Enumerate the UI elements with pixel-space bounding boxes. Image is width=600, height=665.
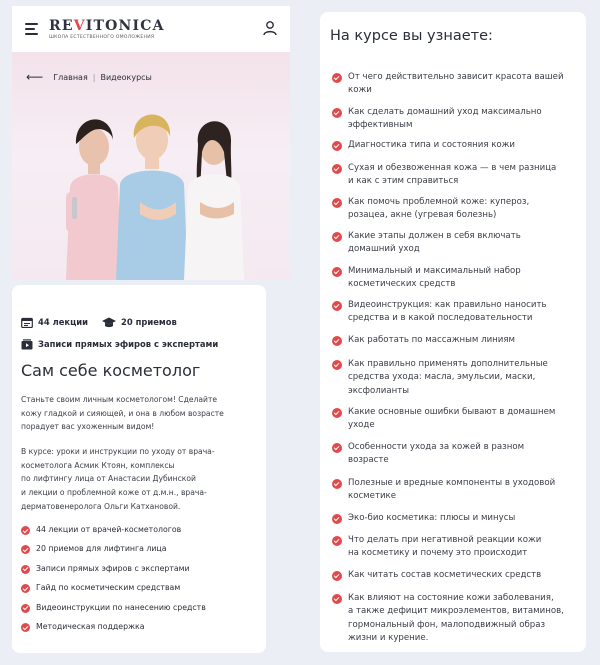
back-arrow-icon[interactable]: ⟵ bbox=[26, 70, 44, 84]
list-item bbox=[332, 358, 548, 398]
list-item: Методическая поддержка bbox=[21, 622, 206, 641]
user-icon[interactable] bbox=[262, 20, 278, 36]
list-item bbox=[332, 139, 515, 152]
list-item bbox=[332, 196, 529, 223]
video-icon bbox=[21, 339, 33, 350]
learn-item-text: Как работать по массажным линиям bbox=[348, 335, 516, 345]
check-icon bbox=[332, 571, 342, 581]
learn-item-text: Как сделать домашний уход максимально эффективным bbox=[348, 107, 542, 131]
course-intro: Станьте своим личным косметологом! Сделайте кожу гладкой и сияющей, и она в любом возрасте порадует вас ухоженным видом! bbox=[21, 395, 224, 432]
learn-item-text: Эко-био косметика: плюсы и минусы bbox=[348, 513, 516, 523]
list-item bbox=[332, 477, 555, 504]
list-item bbox=[332, 334, 515, 347]
course-details: В курсе: уроки и инструкции по уходу от врача- косметолога Асмик Ктоян, комплексы по лифтингу лица от Анастасии Дубинской и лекции о проблемной коже от д.м.н., врача- дерматовенеролога Ольги Катхановой. bbox=[21, 447, 215, 511]
learn-item-text: Какие основные ошибки бывают в домашнем уходе bbox=[348, 407, 556, 431]
calendar-icon bbox=[21, 317, 33, 328]
learn-item-text: Как помочь проблемной коже: купероз, розацеа, акне (угревая болезнь) bbox=[348, 197, 530, 221]
learn-item-text: Что делать при негативной реакции кожи на косметику и почему это происходит bbox=[348, 535, 542, 559]
top-bar bbox=[12, 6, 290, 52]
lectures-count: 44 лекции bbox=[38, 317, 89, 327]
learn-item-text: Минимальный и максимальный набор косметических средств bbox=[348, 266, 521, 290]
learn-title: На курсе вы узнаете: bbox=[330, 28, 493, 44]
course-stats bbox=[21, 315, 218, 359]
learn-item-text: Как читать состав косметических средств bbox=[348, 570, 542, 580]
learn-panel bbox=[320, 12, 586, 652]
check-icon bbox=[21, 584, 30, 593]
check-icon bbox=[332, 141, 342, 151]
graduation-cap-icon bbox=[102, 317, 116, 328]
check-icon bbox=[332, 360, 342, 370]
check-icon bbox=[332, 73, 342, 83]
check-icon bbox=[332, 164, 342, 174]
list-item bbox=[332, 265, 521, 292]
menu-icon[interactable] bbox=[25, 23, 38, 34]
check-icon bbox=[332, 479, 342, 489]
feature-list bbox=[21, 525, 206, 641]
check-icon bbox=[332, 514, 342, 524]
breadcrumb-home[interactable]: Главная bbox=[53, 72, 88, 82]
learn-item-text: Сухая и обезвоженная кожа — в чем разница и как с этим справиться bbox=[348, 163, 557, 187]
check-icon bbox=[332, 536, 342, 546]
learn-item-text: Как правильно применять дополнительные средства ухода: масла, эмульсии, маски, эксфолианты bbox=[348, 359, 548, 396]
check-icon bbox=[332, 232, 342, 242]
course-card bbox=[12, 285, 266, 653]
hero-image bbox=[12, 52, 290, 280]
check-icon bbox=[332, 594, 342, 604]
learn-item-text: Как влияют на состояние кожи заболевания, а также дефицит микроэлементов, витаминов, гормональный фон, малоподвижный образ жизни и курение. bbox=[348, 593, 564, 643]
check-icon bbox=[332, 408, 342, 418]
breadcrumb-current[interactable]: Видеокурсы bbox=[100, 72, 152, 82]
list-item: Гайд по косметическим средствам bbox=[21, 583, 206, 602]
check-icon bbox=[332, 336, 342, 346]
logo[interactable]: REVITONICA ШКОЛА ЕСТЕСТВЕННОГО ОМОЛОЖЕНИЯ bbox=[49, 18, 165, 40]
list-item bbox=[332, 569, 541, 582]
check-icon bbox=[332, 267, 342, 277]
check-icon bbox=[332, 198, 342, 208]
streams-label: Записи прямых эфиров с экспертами bbox=[38, 339, 219, 349]
check-icon bbox=[21, 623, 30, 632]
list-item bbox=[332, 512, 515, 525]
list-item bbox=[332, 299, 547, 326]
list-item: Видеоинструкции по нанесению средств bbox=[21, 603, 206, 622]
list-item bbox=[332, 406, 555, 433]
learn-item-text: От чего действительно зависит красота вашей кожи bbox=[348, 72, 564, 96]
list-item: 20 приемов для лифтинга лица bbox=[21, 544, 206, 563]
check-icon bbox=[21, 526, 30, 535]
list-item bbox=[332, 441, 524, 468]
learn-item-text: Особенности ухода за кожей в разном возрасте bbox=[348, 442, 525, 466]
experts-photo bbox=[12, 52, 290, 280]
check-icon bbox=[21, 604, 30, 613]
check-icon bbox=[332, 443, 342, 453]
check-icon bbox=[332, 108, 342, 118]
course-title: Сам себе косметолог bbox=[21, 361, 201, 380]
list-item bbox=[332, 71, 564, 98]
learn-item-text: Диагностика типа и состояния кожи bbox=[348, 140, 516, 150]
list-item: Записи прямых эфиров с экспертами bbox=[21, 564, 206, 583]
breadcrumb: ⟵ Главная | Видеокурсы bbox=[26, 70, 152, 84]
learn-item-text: Какие этапы должен в себя включать домашний уход bbox=[348, 231, 521, 255]
list-item bbox=[332, 162, 556, 189]
learn-item-text: Видеоинструкция: как правильно наносить средства и в какой последовательности bbox=[348, 300, 547, 324]
check-icon bbox=[21, 545, 30, 554]
logo-subtitle: ШКОЛА ЕСТЕСТВЕННОГО ОМОЛОЖЕНИЯ bbox=[49, 35, 155, 40]
check-icon bbox=[332, 301, 342, 311]
list-item: 44 лекции от врачей-косметологов bbox=[21, 525, 206, 544]
list-item bbox=[332, 534, 541, 561]
learn-item-text: Полезные и вредные компоненты в уходовой косметике bbox=[348, 478, 556, 502]
list-item bbox=[332, 106, 542, 133]
list-item bbox=[332, 230, 521, 257]
techniques-count: 20 приемов bbox=[121, 317, 177, 327]
check-icon bbox=[21, 565, 30, 574]
list-item bbox=[332, 592, 564, 645]
